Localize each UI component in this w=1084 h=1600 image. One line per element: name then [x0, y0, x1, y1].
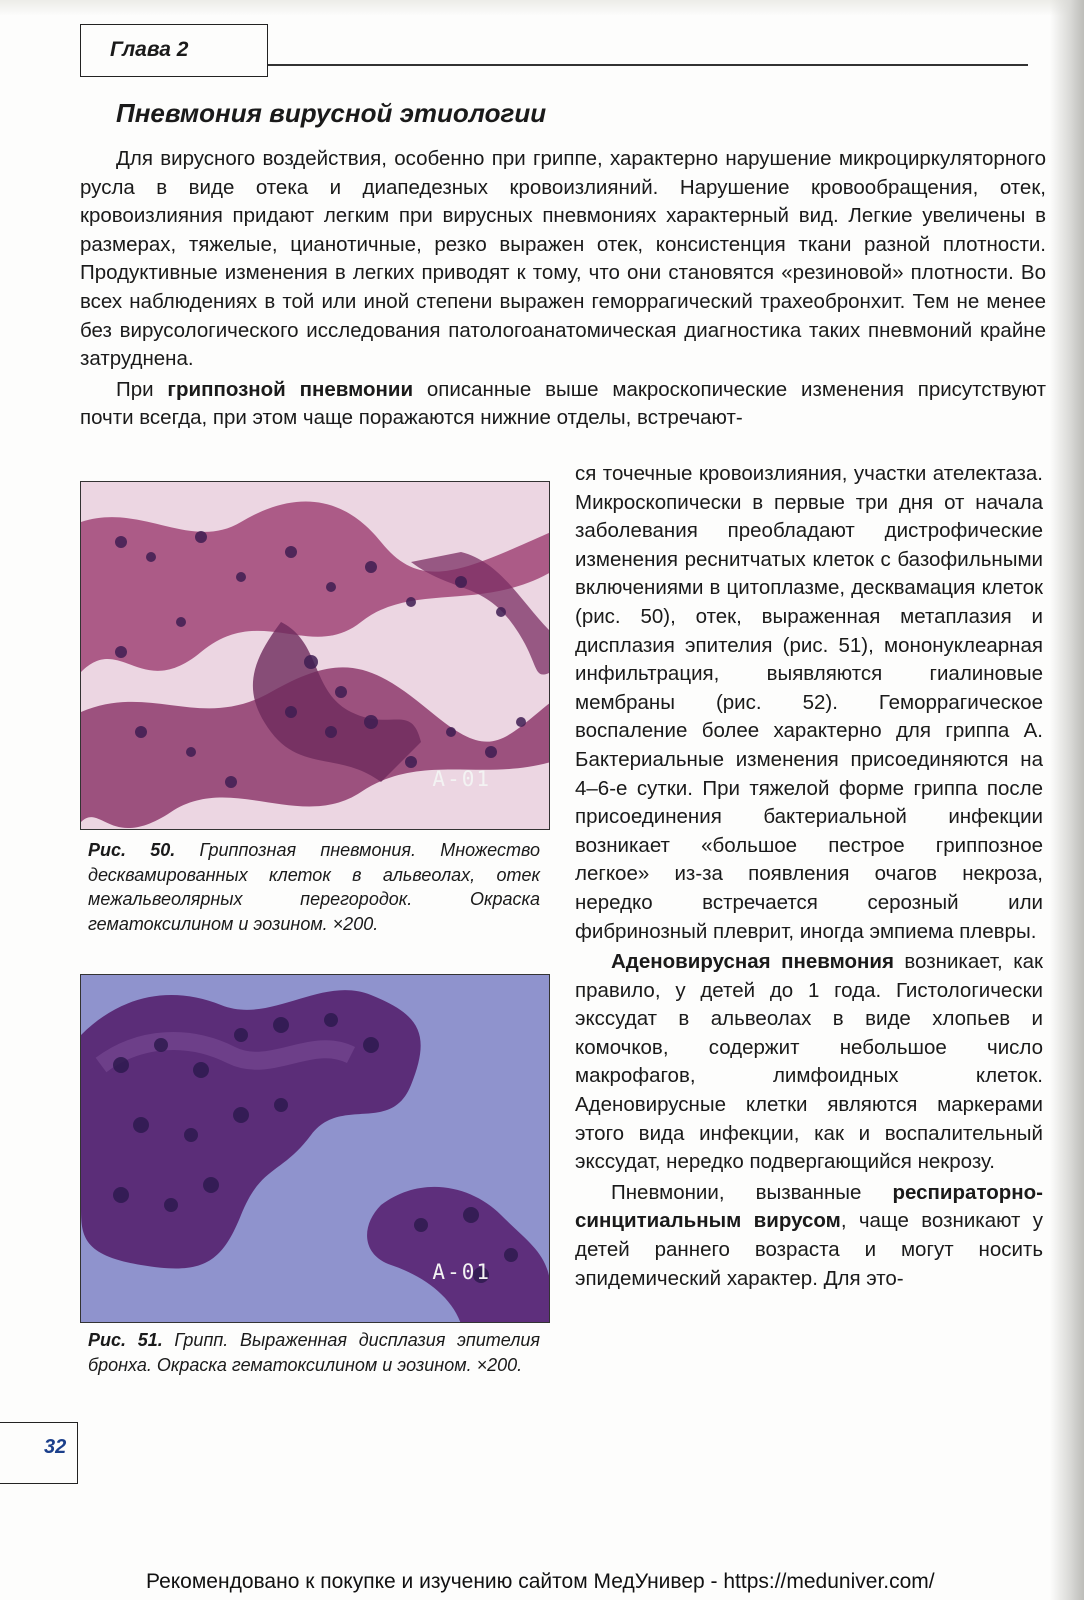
paragraph-lead-before: Пневмонии, вызванные: [611, 1180, 893, 1204]
figure-51-label: Рис. 51.: [88, 1330, 163, 1350]
footer-note: Рекомендовано к покупке и изучению сайтом МедУнивер - https://meduniver.com/: [146, 1570, 935, 1593]
term-influenza-pneumonia: гриппозной пневмонии: [167, 377, 414, 401]
figure-50-caption-text: Гриппозная пневмония. Множество десквамированных клеток в альвеолах, отек межальвеолярных перегородок. Окраска гематоксилином и эозином. ×200.: [88, 840, 540, 934]
paragraph-text: ся точечные кровоизлияния, участки ателектаза. Микроскопически в первые три дня от начала заболевания преобладают дистрофические изменения реснитчатых клеток с базофильными включениями в цитоплазме, десквамация клеток (рис. 50), отек, выраженная метаплазия и дисплазия эпителия (рис. 51), мононуклеарная инфильтрация, выявляются гиалиновые мембраны (рис. 52). Геморрагическое воспаление более характерно для гриппа А. Бактериальные изменения присоединяются на 4–6-е сутки. При тяжелой форме гриппа после присоединения бактериальной инфекции возникает «большое пестрое гриппозное легкое» из-за появления очагов некроза, нередко встречается серозный или фибринозный плеврит, иногда эмпиема плевры.: [575, 462, 1043, 943]
scan-gutter-shadow: [1050, 0, 1084, 1600]
column-paragraph-1: [575, 460, 1043, 946]
figure-50-image: [80, 481, 550, 830]
intro-paragraph-2: [80, 376, 1046, 433]
section-title: Пневмония вирусной этиологии: [116, 98, 547, 128]
figure-51-image: [80, 974, 550, 1323]
paragraph-text: , чаще возникают у детей раннего возраста и могут носить эпидемический характер. Для это-: [575, 1209, 1043, 1290]
page-number-frame: [0, 1422, 78, 1484]
figure-50-stamp: A-01: [432, 767, 491, 791]
figure-50-caption: [88, 838, 540, 936]
chapter-label: Глава 2: [110, 38, 189, 61]
column-paragraph-3: [575, 1179, 1043, 1293]
paragraph-lead-before: При: [116, 377, 168, 401]
paragraph-text: Для вирусного воздействия, особенно при гриппе, характерно нарушение микроциркуляторного русла в виде отека и диапедезных кровоизлияний. Нарушение кровообращения, отек, кровоизлияния придают легким при вирусных пневмониях характерный вид. Легкие увеличены в размерах, тяжелые, цианотичные, резко выражен отек, консистенция ткани разной плотности. Продуктивные изменения в легких приводят к тому, что они становятся «резиновой» плотности. Во всех наблюдениях в той или иной степени выражен геморрагический трахеобронхит. Тем не менее без вирусологического исследования патологоанатомическая диагностика таких пневмоний крайне затруднена.: [80, 147, 1046, 371]
figure-51-caption-text: Грипп. Выраженная дисплазия эпителия бронха. Окраска гематоксилином и эозином. ×200.: [88, 1330, 540, 1375]
paragraph-text: возникает, как правило, у детей до 1 года. Гистологически экссудат в альвеолах в виде хлопьев и комочков, содержит небольшое число макрофагов, лимфоидных клеток. Аденовирусные клетки являются маркерами этого вида инфекции, как и воспалительный экссудат, нередко подвергающийся некрозу.: [575, 950, 1043, 1174]
figure-51-caption: [88, 1328, 540, 1377]
figure-51-stamp: A-01: [432, 1260, 491, 1284]
term-adenoviral-pneumonia: Аденовирусная пневмония: [611, 950, 894, 974]
right-column-text: [575, 460, 1043, 1293]
column-paragraph-2: [575, 948, 1043, 1177]
page-number: 32: [44, 1436, 67, 1458]
scan-top-shadow: [0, 0, 1084, 16]
paragraph-text: описанные выше макроскопические изменения присутствуют почти всегда, при этом чаще поражаются нижние отделы, встречают-: [80, 377, 1046, 430]
term-rsv: респираторно-синцитиальным вирусом: [575, 1180, 1043, 1233]
figure-50-label: Рис. 50.: [88, 840, 176, 860]
header-rule: [268, 64, 1028, 66]
intro-paragraph-1: [80, 145, 1046, 374]
intro-text: [80, 145, 1046, 433]
